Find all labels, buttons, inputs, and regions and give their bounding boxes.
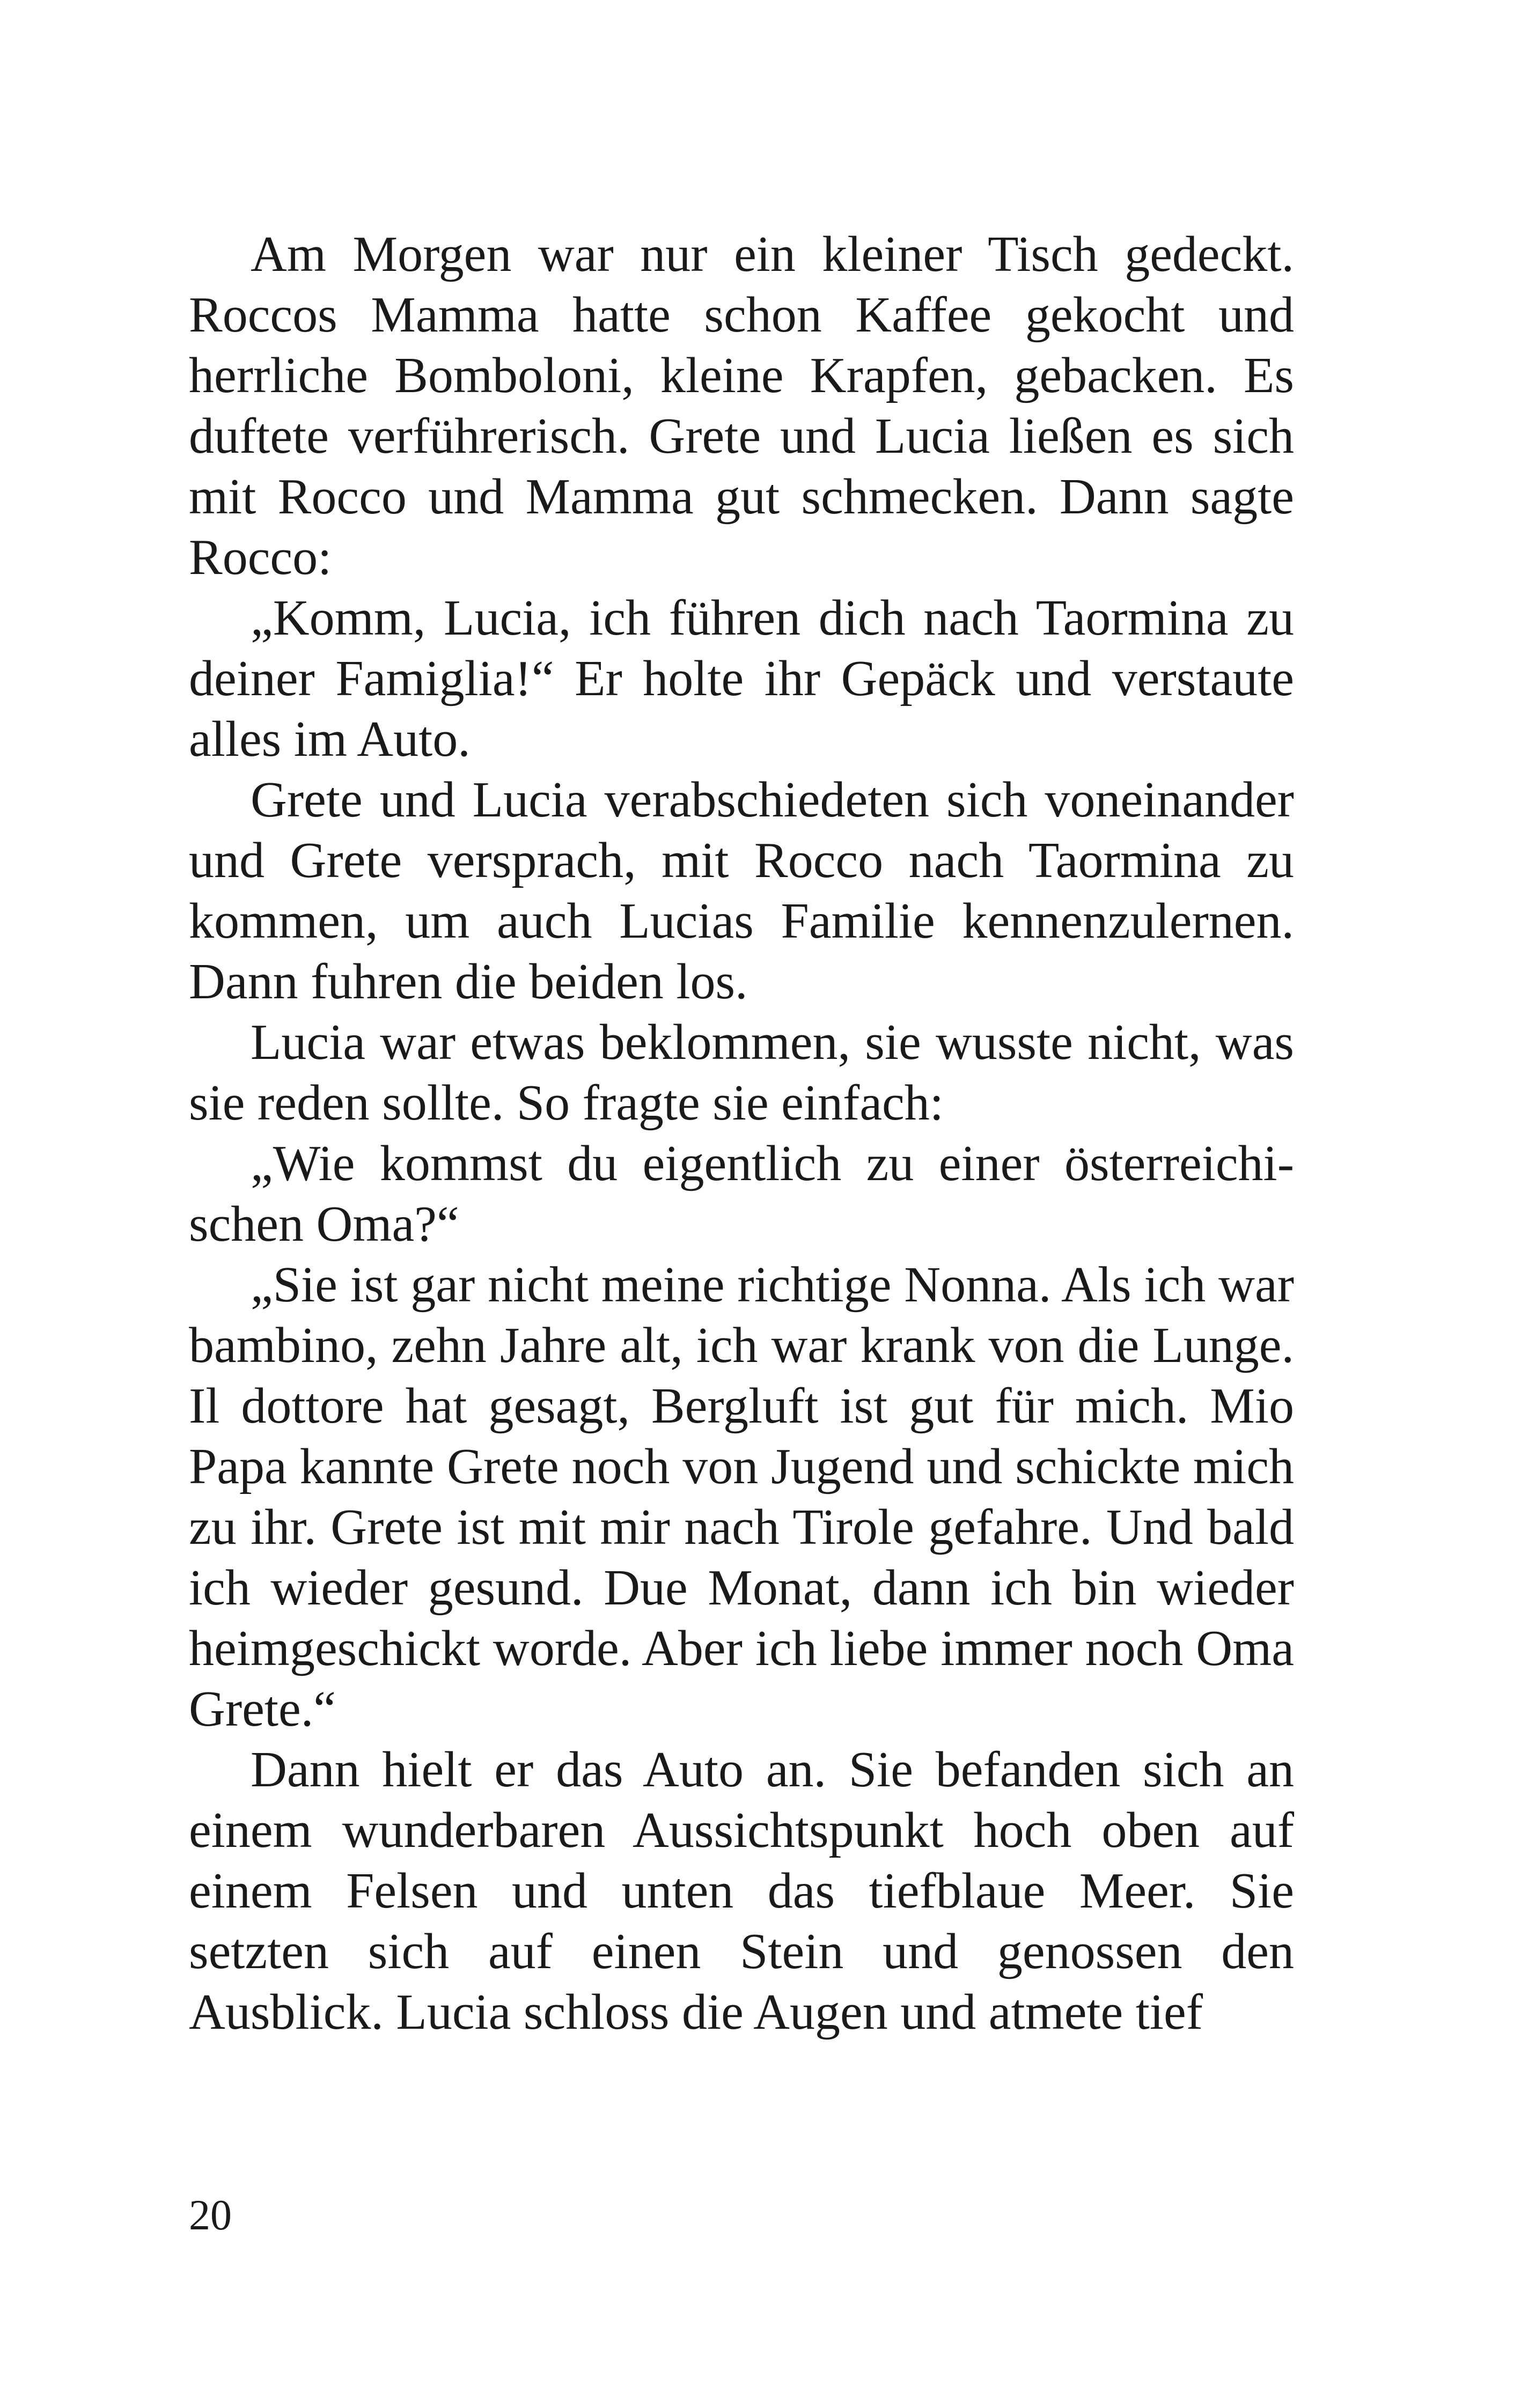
paragraph: „Sie ist gar nicht meine richtige Nonna. Als ich war bambino, zehn Jahre alt, ich war krank von die Lunge. Il dottore hat gesagt, Bergluft ist gut für mich. Mio Papa kannte Grete noch von Jugend und schickte mich zu ihr. Grete ist mit mir nach Tirole gefahre. Und bald ich wieder gesund. Due Monat, dann ich bin wieder heimgeschickt worde. Aber ich liebe immer noch Oma Grete.“ — [189, 1257, 1294, 1737]
paragraph: Dann hielt er das Auto an. Sie befanden sich an einem wunderbaren Aussichtspunkt hoch oben auf einem Felsen und unten das tiefblaue Meer. Sie setzten sich auf einen Stein und genossen den Ausblick. Lucia schloss die Augen und atmete tief — [189, 1742, 1294, 2040]
paragraph: Grete und Lucia verabschiedeten sich voneinander und Grete versprach, mit Rocco nach Taormina zu kommen, um auch Lucias Familie kennenzulernen. Dann fuhren die beiden los. — [189, 772, 1294, 1010]
paragraph: Am Morgen war nur ein kleiner Tisch gedeckt. Roccos Mamma hatte schon Kaffee gekocht und herrliche Bomboloni, kleine Krapfen, gebacken. Es duftete verführerisch. Grete und Lucia ließen es sich mit Rocco und Mamma gut schmecken. Dann sagte Rocco: — [189, 226, 1294, 585]
paragraph: Lucia war etwas beklommen, sie wusste nicht, was sie reden sollte. So fragte sie einfach: — [189, 1014, 1294, 1131]
paragraph: „Wie kommst du eigentlich zu einer österreichischen Oma?“ — [189, 1136, 1294, 1252]
paragraph: „Komm, Lucia, ich führen dich nach Taormina zu deiner Famiglia!“ Er holte ihr Gepäck und verstaute alles im Auto. — [189, 590, 1294, 767]
body-text — [189, 224, 1294, 2043]
page-number: 20 — [189, 2192, 232, 2239]
